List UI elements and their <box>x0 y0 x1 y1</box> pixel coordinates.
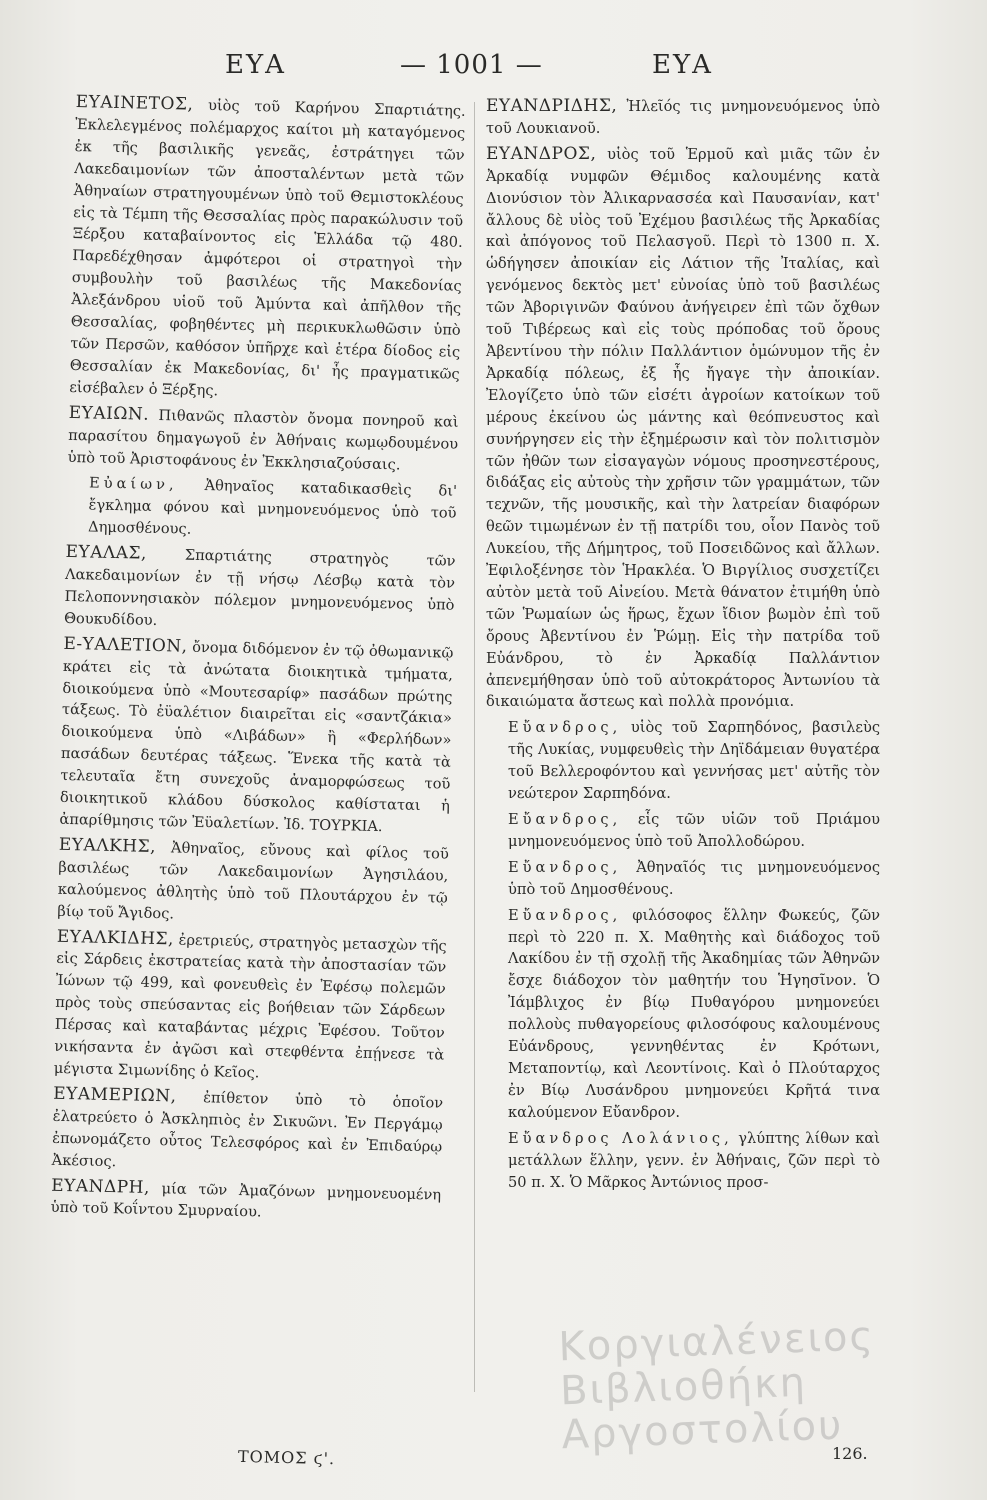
entry-headword: ΕΥΑΝΔΡΙΔΗΣ, <box>486 96 618 116</box>
entry-text: Ἠλεῖός τις μνημονευόμενος ὑπὸ τοῦ Λουκιανοῦ. <box>486 98 881 137</box>
entry-text: φιλόσοφος ἕλλην Φωκεύς, ζῶν περὶ τὸ 220 π. Χ. Μαθητὴς καὶ διάδοχος τοῦ Λακίδου ἐν τῇ σχολῇ τῆς Ἀκαδημίας τῶν Ἀθηνῶν ἔσχε διάδοχον τὸν μαθητήν του Ἡγησῖνον. Ὁ Ἰάμβλιχος ἐν βίῳ Πυθαγόρου μνημονεύει πολλοὺς πυθαγορείους φιλοσόφους καλουμένους Εὐάνδρους, γεννηθέντας ἐν Κρότωνι, Μεταποντίῳ, καὶ Λεοντίνοις. Καὶ ὁ Πλούταρχος ἐν Βίῳ Λυσάνδρου μνημονεύει Κρῆτά τινα καλούμενον Εὔανδρον. <box>508 906 881 1121</box>
entry-headword: Εὔανδρος, <box>508 858 622 876</box>
dictionary-entry <box>486 905 880 1124</box>
entry-text: Ἀθηναῖος καταδικασθεὶς δι' ἔγκλημα φόνου καὶ μνημονευόμενος ὑπὸ τοῦ Δημοσθένους. <box>87 477 458 538</box>
entry-headword: Εὔανδρος, <box>508 906 622 924</box>
entry-headword: Εὔανδρος, <box>508 811 622 828</box>
dictionary-entry <box>59 634 453 840</box>
entry-headword: Εὔανδρος Λολάνιος, <box>508 1129 733 1147</box>
library-watermark: Κοργιαλένειος Βιβλιοθήκη Αργοστολίου <box>557 1313 876 1459</box>
header-right-guide-word: ΕΥΑ <box>652 50 713 80</box>
entry-headword: ΕΥΑΜΕΡΙΩΝ, <box>53 1083 177 1107</box>
entry-text: Ἀθηναῖος, εὔνους καὶ φίλος τοῦ βασιλέως τῶν Λακεδαιμονίων Ἀγησιλάου, καλούμενος ἀθλητὴς ὑπὸ τοῦ Πλουτάρχου ἐν τῷ βίῳ τοῦ Ἄγιδος. <box>57 839 450 923</box>
column-divider <box>474 102 475 1392</box>
header-left-guide-word: ΕΥΑ <box>225 50 286 80</box>
entry-text: ὄνομα διδόμενον ἐν τῷ ὀθωμανικῷ κράτει εἰς τὰ ἀνώτατα διοικητικὰ τμήματα, διοικούμενα ὑπὸ «Μουτεσαρίφ» πασάδων πρώτης τάξεως. Τὸ ἐϋαλέτιον διαιρεῖται εἰς «σαντζάκια» διοικούμενα ὑπὸ «Λιβάδων» ἢ «Φερλήδων» πασάδων δευτέρας τάξεως. Ἕνεκα τῆς κατὰ τὰ τελευταῖα ἔτη συνεχοῦς ἀναμορφώσεως τοῦ διοικητικοῦ κλάδου δύσκολος καθίσταται ἡ ἀπαρίθμησις τῶν Ἐϋαλετίων. Ἰδ. ΤΟΥΡΚΙΑ. <box>59 638 454 836</box>
entry-headword: Εὔανδρος, <box>508 719 622 737</box>
entry-text: υἱὸς τοῦ Ἑρμοῦ καὶ μιᾶς τῶν ἐν Ἀρκαδίᾳ νυμφῶν Θέμιδος καλουμένης κατὰ Διονύσιον τὸν Ἀλικαρνασσέα καὶ Παυσανίαν, κατ' ἄλλους δὲ υἱὸς τοῦ Ἐχέμου βασιλέως τῆς Ἀρκαδίας καὶ ἀπόγονος τοῦ Πελασγοῦ. Περὶ τὸ 1300 π. Χ. ὡδήγησεν ἀποικίαν εἰς Λάτιον τῆς Ἰταλίας, καὶ γενόμενος δεκτὸς μετ' εὐνοίας ὑπὸ τοῦ βασιλέως τῶν Ἀβοριγινῶν Φαύνου ἀνήγειρεν ἐπὶ τῶν ὄχθων τοῦ Τιβέρεως καὶ εἰς τοὺς πρόποδας τοῦ ὄρους Ἀβεντίνου τὴν πόλιν Παλλάντιον ὁμώνυμον τῆς ἐν Ἀρκαδίᾳ πόλεως, ἐξ ἧς ἤγαγε τὴν ἀποικίαν. Ἐλογίζετο ὑπὸ τῶν εἰσέτι ἀγροίων κατοίκων τοῦ μέρους ἐκείνου ὡς μάντης καὶ θεόπνευστος καὶ συνήργησεν εἰς τὴν ἐξημέρωσιν καὶ τὸν πολιτισμὸν τῶν ἠθῶν των εἰσαγαγὼν νόμους προσηνεστέρους, διδάξας εἰς αὐτοὺς τὴν χρῆσιν τῶν γραμμάτων, τῶν τεχνῶν, τῆς μουσικῆς, καὶ τὴν λατρείαν διαφόρων θεῶν τιμωμένων ἐν τῇ πατρίδι του, οἷον Πανὸς τοῦ Λυκείου, τῆς Δήμητρος, τοῦ Ποσειδῶνος καὶ ἄλλων. Ἐφιλοξένησε τὸν Ἡρακλέα. Ὁ Βιργίλιος συσχετίζει αὐτὸν μετὰ τοῦ Αἰνείου. Μετὰ θάνατον ἐτιμήθη ὑπὸ τῶν Ῥωμαίων ὡς ἥρως, ἔχων ἴδιον βωμὸν ἐπὶ τοῦ ὄρους Ἀβεντίνου ἐν Ῥώμῃ. Εἰς τὴν πατρίδα τοῦ Εὐάνδρου, τὸ ἐν Ἀρκαδίᾳ Παλλάντιον ἀπενεμήθησαν ὑπὸ τοῦ αὐτοκράτορος Ἀντωνίου τὰ δικαιώματα ἄστεως καὶ πολλὰ προνόμια. <box>486 145 880 711</box>
entry-text: Σπαρτιάτης στρατηγὸς τῶν Λακεδαιμονίων ἐν τῇ νήσῳ Λέσβῳ κατὰ τὸν Πελοποννησιακὸν πόλεμον μνημονευόμενος ὑπὸ Θουκυδίδου. <box>63 546 456 629</box>
dictionary-entry <box>486 857 880 901</box>
entry-headword: ΕΥΑΛΚΗΣ, <box>58 834 157 857</box>
volume-marker: ΤΟΜΟΣ ϛ'. <box>237 1446 336 1469</box>
entry-headword: ΕΥΑΛΚΙΔΗΣ, <box>56 926 175 949</box>
running-header <box>0 50 987 90</box>
dictionary-entry <box>50 1175 441 1228</box>
entry-headword: ΕΥΑΙΝΕΤΟΣ, <box>75 92 194 115</box>
entry-headword: ΕΥΑΙΩΝ. <box>68 402 150 425</box>
dictionary-entry <box>66 472 457 547</box>
entry-text: ἐπίθετον ὑπὸ τὸ ὁποῖον ἐλατρεύετο ὁ Ἀσκληπιὸς ἐν Σικυῶνι. Ἐν Περγάμῳ ἐπωνομάζετο οὗτος Τελεσφόρος καὶ ἐν Ἐπιδαύρῳ Ἀκέσιος. <box>51 1089 444 1170</box>
right-column <box>486 96 880 1193</box>
dictionary-entry <box>486 144 880 714</box>
dictionary-entry <box>67 403 458 478</box>
signature-mark: 126. <box>832 1444 868 1463</box>
dictionary-entry <box>486 717 880 805</box>
dictionary-entry <box>64 542 456 638</box>
entry-text: υἱὸς τοῦ Σαρπηδόνος, βασιλεὺς τῆς Λυκίας, νυμφευθεὶς τὴν Δηϊδάμειαν θυγατέρα τοῦ Βελλεροφόντου καὶ γεννήσας μετ' αὐτῆς τὸν νεώτερον Σαρπηδόνα. <box>508 719 880 803</box>
dictionary-entry <box>69 92 466 407</box>
entry-headword: ΕΥΑΝΔΡΗ, <box>50 1175 151 1198</box>
left-column <box>50 92 465 1228</box>
dictionary-entry <box>57 835 449 931</box>
dictionary-entry <box>486 809 880 853</box>
dictionary-entry <box>54 926 447 1088</box>
entry-headword: Εὐαίων, <box>88 474 178 494</box>
entry-text: γλύπτης λίθων καὶ μετάλλων ἕλλην, γενν. ἐν Ἀθήναις, ζῶν περὶ τὸ 50 π. Χ. Ὁ Μᾶρκος Ἀντώνιος προσ- <box>508 1129 881 1191</box>
page-number: — 1001 — <box>400 50 543 80</box>
dictionary-entry <box>486 96 880 140</box>
entry-text: ἐρετριεύς, στρατηγὸς μετασχὼν τῆς εἰς Σάρδεις ἐκστρατείας κατὰ τὴν ἀποστασίαν τῶν Ἰώνων τῷ 499, καὶ φονευθεὶς ἐν Ἐφέσῳ πολεμῶν πρὸς τοὺς σπεύσαντας εἰς βοήθειαν τῶν Σάρδεων Πέρσας καὶ καταβάντας μέχρις Ἐφέσου. Τοῦτον νικήσαντα ἐν ἀγῶσι καὶ στεφθέντα ἐπῄνεσε τὰ μέγιστα Σιμωνίδης ὁ Κεῖος. <box>53 931 447 1082</box>
entry-headword: ΕΥΑΝΔΡΟΣ, <box>486 143 597 164</box>
dictionary-entry <box>486 1128 880 1194</box>
entry-text: μία τῶν Ἀμαζόνων μνημονευομένη ὑπὸ τοῦ Κοΐντου Σμυρναίου. <box>50 1179 442 1221</box>
entry-text: υἱὸς τοῦ Καρήνου Σπαρτιάτης. Ἐκλελεγμένος πολέμαρχος καίτοι μὴ καταγόμενος ἐκ τῆς βασιλικῆς γενεᾶς, ἐστράτηγει τῶν Λακεδαιμονίων τῶν ἀποσταλέντων μετὰ τῶν Ἀθηναίων στρατηγουμένων ὑπὸ τοῦ Θεμιστοκλέους εἰς τὰ Τέμπη τῆς Θεσσαλίας πρὸς παρακώλυσιν τοῦ Ξέρξου καταβαίνοντος εἰς Ἑλλάδα τῷ 480. Παρεδέχθησαν ἀμφότεροι οἱ στρατηγοὶ τὴν συμβουλὴν τοῦ βασιλέως τῆς Μακεδονίας Ἀλεξάνδρου υἱοῦ τοῦ Ἀμύντα καὶ ἀπῆλθον τῆς Θεσσαλίας, φοβηθέντες μὴ περικυκλωθῶσιν ὑπὸ τῶν Περσῶν, καθόσον ὑπῆρχε καὶ ἑτέρα δίοδος εἰς Θεσσαλίαν ἐκ Μακεδονίας, δι' ἧς πραγματικῶς εἰσέβαλεν ὁ Ξέρξης. <box>69 97 466 400</box>
entry-text: εἷς τῶν υἱῶν τοῦ Πριάμου μνημονευόμενος ὑπὸ τοῦ Ἀπολλοδώρου. <box>508 811 880 850</box>
dictionary-entry <box>52 1084 444 1180</box>
entry-headword: ΕΥΑΛΑΣ, <box>65 542 148 564</box>
entry-text: Ἀθηναῖός τις μνημονευόμενος ὑπὸ τοῦ Δημοσθένους. <box>508 858 880 898</box>
entry-headword: Ε-ΥΑΛΕΤΙΟΝ, <box>63 633 188 657</box>
entry-text: Πιθανῶς πλαστὸν ὄνομα πονηροῦ καὶ παρασίτου δημαγωγοῦ ἐν Ἀθήναις κωμῳδουμένου ὑπὸ τοῦ Ἀριστοφάνους ἐν Ἐκκλησιαζούσαις. <box>67 406 459 473</box>
